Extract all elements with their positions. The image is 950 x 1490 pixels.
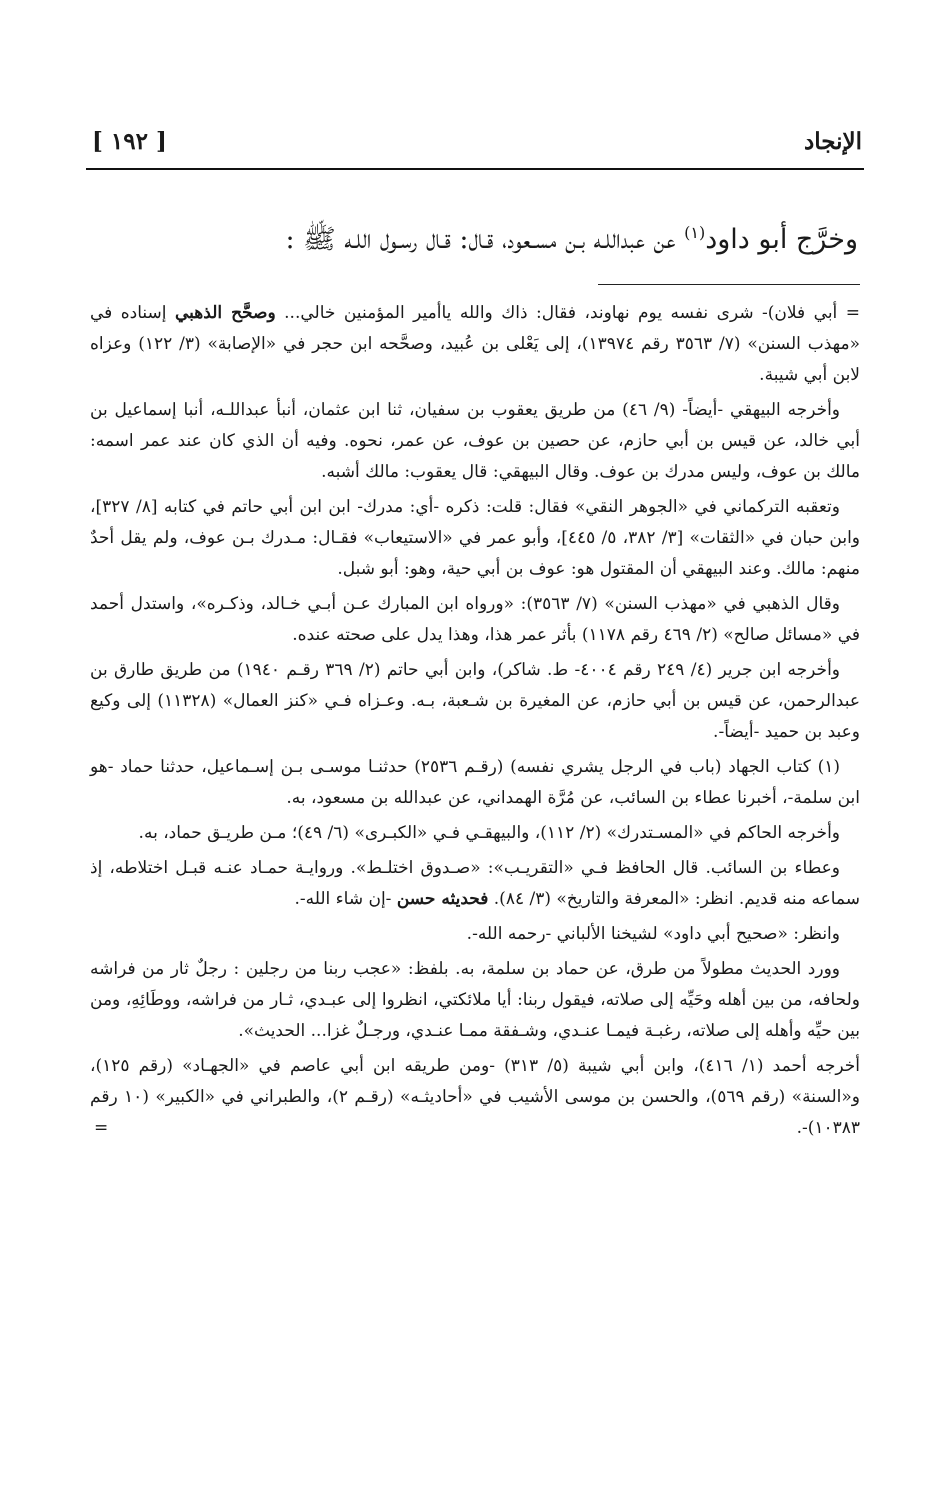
continuation-bold: وصحَّح الذهبي — [175, 303, 276, 323]
page-number: [ ١٩٢ ] — [92, 128, 167, 155]
footnote-1: (١) كتاب الجهاد (باب في الرجل يشري نفسه) (رقـم ٢٥٣٦) حدثنـا موسـى بـن إسـماعيل، حدثنا حماد -هو ابن سلمة-، أخبرنا عطاء بن السائب، عن مُرَّة الهمداني، عن عبدالله بن مسعود، به. — [90, 757, 860, 808]
footnote-separator — [598, 284, 860, 285]
note-bayhaqi: وأخرجه البيهقي -أيضاً- (٩/ ٤٦) من طريق يعقوب بن سفيان، ثنا ابن عثمان، أنبأ عبداللـه، أنبا إسماعيل بن أبي خالد، عن قيس بن أبي حازم، عن حصين بن عوف، عن عمر، نحوه. وفيه أن الذي كان عند عمر اسمه: مالك بن عوف، وليس مدرك بن عوف. وقال البيهقي: قال يعقوب: مالك أشبه. — [90, 400, 860, 482]
note-turkmani: وتعقبه التركماني في «الجوهر النقي» فقال: قلت: ذكره -أي: مدرك- ابن ابن أبي حاتم في كتابه [٨/ ٣٢٧]، وابن حبان في «الثقات» [٣/ ٣٨٢، ٥/ ٤٤٥]، وأبو عمر في «الاستيعاب» فقـال: مـدرك بـن عوف، ولم يقل أحدٌ منهم: مالك. وعند البيهقي أن المقتول هو: عوف بن أبي حية، وهو: أبو شبل. — [90, 497, 860, 579]
footnote-continuation — [90, 298, 860, 391]
main-text — [92, 213, 858, 260]
footnotes-section — [90, 298, 860, 1148]
note-dhahabi: وقال الذهبي في «مهذب السنن» (٧/ ٣٥٦٣): «ورواه ابن المبارك عـن أبـي خـالد، وذكـره»، واستدل أحمد في «مسائل صالح» (٢/ ٤٦٩ رقم ١١٧٨) بأثر عمر هذا، وهذا يدل على صحته عنده. — [90, 594, 860, 645]
note-albani: وانظر: «صحيح أبي داود» لشيخنا الألباني -رحمه الله-. — [466, 924, 840, 944]
note-ata — [90, 853, 860, 915]
continuation-text-b: إسناده في «مهذب السنن» (٧/ ٣٥٦٣ رقم ١٣٩٧٤)، إلى يَعْلى بن عُبيد، وصحَّحه ابن حجر في «الإصابة» (٣/ ١٢٢) وعزاه لابن أبي شيبة. — [90, 303, 860, 385]
ata-text-a: وعطاء بن السائب. قال الحافظ فـي «التقريـب»: «صـدوق اختلـط». وروايـة حمـاد عنـه قبـل اختلاطه، إذ سماعه منه قديم. انظر: «المعرفة والتاريخ» (٣/ ٨٤). — [90, 858, 860, 909]
main-text-post: عن عبداللـه بـن مسـعود، قـال: قـال رسـول اللـه ﷺ : — [285, 224, 685, 255]
note-hakim: وأخرجه الحاكم في «المسـتدرك» (٢/ ١١٢)، والبيهقـي فـي «الكبـرى» (٦/ ٤٩)؛ مـن طريـق حماد، به. — [138, 823, 840, 843]
continued-mark: = — [94, 1118, 109, 1138]
note-ibn-jarir: وأخرجه ابن جرير (٤/ ٢٤٩ رقم ٤٠٠٤- ط. شاكر)، وابن أبي حاتم (٢/ ٣٦٩ رقـم ١٩٤٠) من طريق طارق بن عبدالرحمن، عن قيس بن أبي حازم، عن المغيرة بن شـعبة، بـه. وعـزاه فـي «كنز العمال» (١١٣٢٨) إلى وكيع وعبد بن حميد -أيضاً-. — [90, 660, 861, 742]
ata-bold: فحديثه حسن — [396, 889, 489, 909]
ahmad-text: أخرجه أحمد (١/ ٤١٦)، وابن أبي شيبة (٥/ ٣١٣) -ومن طريقه ابن أبي عاصم في «الجهـاد» (رقم ١٢٥)، و«السنة» (رقم ٥٦٩)، والحسن بن موسى الأشيب في «أحاديثـه» (رقـم ٢)، والطبراني في «الكبير» (١٠ رقم ١٠٣٨٣)-. — [90, 1056, 861, 1138]
note-warada: وورد الحديث مطولاً من طرق، عن حماد بن سلمة، به. بلفظ: «عجب ربنا من رجلين : رجلٌ ثار من فراشه ولحافه، من بين أهله وحَيِّه إلى صلاته، فيقول ربنا: أيا ملائكتي، انظروا إلى عبـدي، ثـار من فراشه، ووطَائِهِ، ومن بين حيِّه وأهله إلى صلاته، رغبـة فيمـا عنـدي، وشـفقة ممـا عنـدي، ورجـلٌ غزا... الحديث». — [90, 959, 860, 1041]
main-text-pre: وخرَّج أبو داود — [705, 224, 858, 255]
footnote-reference: (١) — [684, 223, 706, 242]
ata-text-b: -إن شاء الله-. — [294, 889, 397, 909]
running-header-title: الإنجاد — [803, 128, 862, 155]
continuation-text-a: = أبي فلان)- شرى نفسه يوم نهاوند، فقال: ذاك والله ياأمير المؤمنين خالي... — [275, 303, 860, 323]
header-rule — [86, 168, 864, 170]
note-ahmad — [90, 1051, 860, 1144]
